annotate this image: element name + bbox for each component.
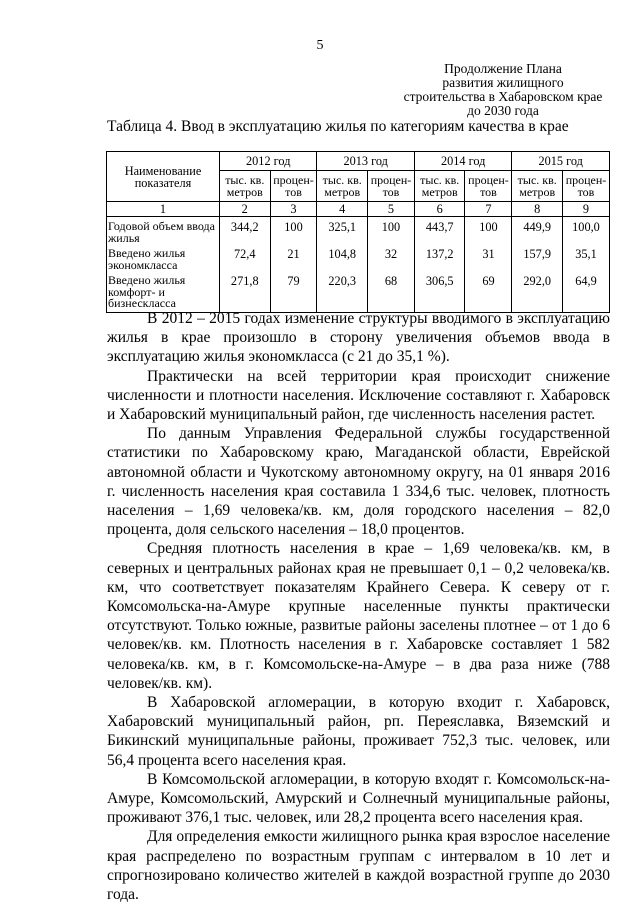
header-year-2012: 2012 год	[220, 152, 317, 171]
header-unit-percent: процен-тов	[562, 171, 609, 202]
table-cell: 100	[465, 217, 512, 245]
table-cell: 69	[465, 271, 512, 312]
table-cell: 325,1	[317, 217, 368, 245]
table-cell: 79	[270, 271, 317, 312]
table-cell: 100,0	[562, 217, 609, 245]
header-indicator-name: Наименование показателя	[107, 152, 220, 202]
table-cell: 100	[368, 217, 415, 245]
document-continuation-header	[388, 62, 618, 118]
table-title: Таблица 4. Ввод в эксплуатацию жилья по категориям качества в крае	[107, 118, 569, 135]
table-cell: 100	[270, 217, 317, 245]
table-row	[107, 271, 610, 312]
column-number: 3	[270, 202, 317, 217]
header-unit-percent: процен-тов	[368, 171, 415, 202]
table-cell: 443,7	[414, 217, 465, 245]
body-text	[107, 309, 610, 904]
table-cell: 64,9	[562, 271, 609, 312]
page-number: 5	[316, 38, 324, 53]
table-row	[107, 217, 610, 245]
header-unit-area: тыс. кв. метров	[220, 171, 271, 202]
column-number: 4	[317, 202, 368, 217]
paragraph: В Хабаровской агломерации, в которую входит г. Хабаровск, Хабаровский муниципальный район, рп. Переяславка, Вяземский и Бикинский муниципальные районы, проживает 752,3 тыс. человек, или 56,4 процента всего населения края.	[107, 694, 610, 769]
header-year-2015: 2015 год	[512, 152, 610, 171]
continuation-line-3: строительства в Хабаровском крае	[403, 89, 603, 104]
header-year-2014: 2014 год	[414, 152, 511, 171]
column-number: 9	[562, 202, 609, 217]
continuation-line-1: Продолжение Плана	[444, 61, 562, 76]
row-label: Введено жилья комфорт- и бизнескласса	[107, 271, 220, 312]
column-number: 6	[414, 202, 465, 217]
table-cell: 72,4	[220, 244, 271, 271]
housing-commissioning-table	[106, 151, 610, 313]
paragraph: По данным Управления Федеральной службы государственной статистики по Хабаровскому краю, Магаданской области, Еврейской автономной области и Чукотскому автономному округу, на 01 января 2016 г. численность населения края составила 1 334,6 тыс. человек, плотность населения – 1,69 человека/кв. км, доля городского населения – 82,0 процента, доля сельского населения – 18,0 процентов.	[107, 425, 610, 539]
header-unit-percent: процен-тов	[465, 171, 512, 202]
header-unit-percent: процен-тов	[270, 171, 317, 202]
row-label: Годовой объем ввода жилья	[107, 217, 220, 245]
continuation-line-4: до 2030 года	[467, 103, 539, 118]
table-cell: 21	[270, 244, 317, 271]
table-cell: 220,3	[317, 271, 368, 312]
paragraph: В Комсомольской агломерации, в которую входят г. Комсомольск-на-Амуре, Комсомольский, Амурский и Солнечный муниципальные районы, проживают 376,1 тыс. человек, или 28,2 процента всего населения края.	[107, 770, 610, 827]
paragraph: Для определения емкости жилищного рынка края взрослое население края распределено по возрастным группам с интервалом в 10 лет и спрогнозировано количество жителей в каждой возрастной группе до 2030 года.	[107, 828, 610, 904]
table-cell: 449,9	[512, 217, 563, 245]
table-cell: 35,1	[562, 244, 609, 271]
table-cell: 306,5	[414, 271, 465, 312]
table-cell: 137,2	[414, 244, 465, 271]
paragraph: Средняя плотность населения в крае – 1,69 человека/кв. км, в северных и центральных районах края не превышает 0,1 – 0,2 человека/кв. км, что соответствует показателям Крайнего Севера. К северу от г. Комсомольска-на-Амуре крупные населенные пункты практически отсутствуют. Только южные, развитые районы заселены плотнее – от 1 до 6 человек/кв. км. Плотность населения в г. Хабаровске составляет 1 582 человека/кв. км, в г. Комсомольске-на-Амуре – в два раза ниже (788 человек/кв. км).	[107, 540, 610, 692]
header-unit-area: тыс. кв. метров	[512, 171, 563, 202]
table-row	[107, 244, 610, 271]
header-unit-area: тыс. кв. метров	[317, 171, 368, 202]
column-number: 8	[512, 202, 563, 217]
header-unit-area: тыс. кв. метров	[414, 171, 465, 202]
header-year-2013: 2013 год	[317, 152, 414, 171]
column-number: 5	[368, 202, 415, 217]
table-cell: 157,9	[512, 244, 563, 271]
table-cell: 104,8	[317, 244, 368, 271]
table-cell: 68	[368, 271, 415, 312]
table-cell: 292,0	[512, 271, 563, 312]
column-number: 2	[220, 202, 271, 217]
row-label: Введено жилья экономкласса	[107, 244, 220, 271]
column-number: 1	[107, 202, 220, 217]
continuation-line-2: развития жилищного	[442, 75, 564, 90]
paragraph: В 2012 – 2015 годах изменение структуры вводимого в эксплуатацию жилья в крае произошло в сторону увеличения объемов ввода в эксплуатацию жилья экономкласса (с 21 до 35,1 %).	[107, 310, 610, 366]
table-cell: 31	[465, 244, 512, 271]
column-number: 7	[465, 202, 512, 217]
table-cell: 344,2	[220, 217, 271, 245]
table-cell: 271,8	[220, 271, 271, 312]
table-cell: 32	[368, 244, 415, 271]
paragraph: Практически на всей территории края происходит снижение численности и плотности населения. Исключение составляют г. Хабаровск и Хабаровский муниципальный район, где численность населения растет.	[107, 367, 610, 424]
